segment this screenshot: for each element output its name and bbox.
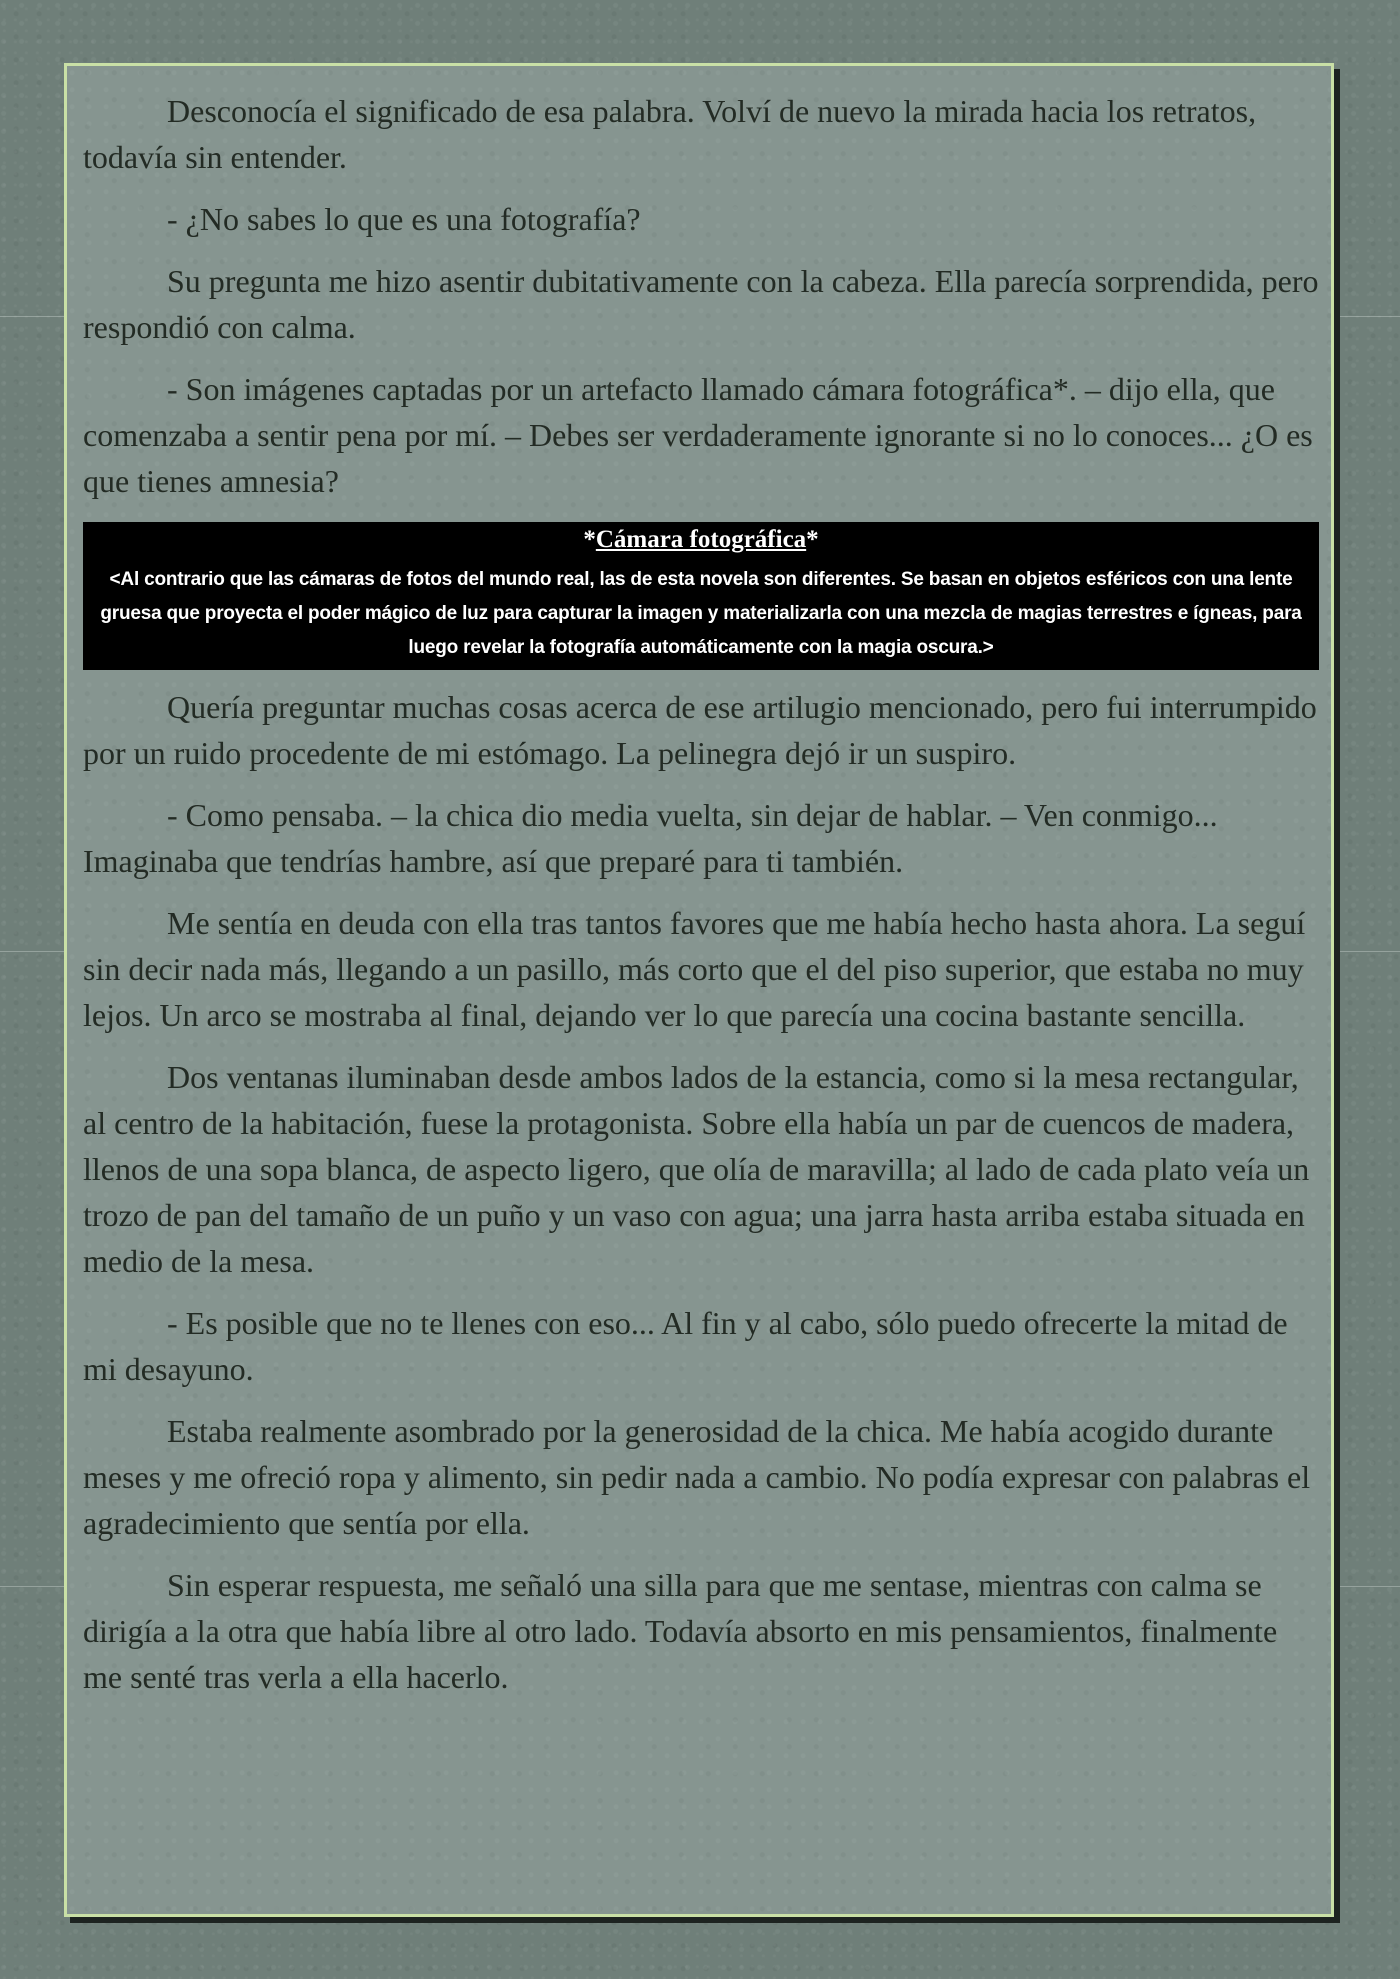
dialogue-line: - Son imágenes captadas por un artefacto llamado cámara fotográfica*. – dijo ella, que comenzaba a sentir pena por mí. – Debes ser verdaderamente ignorante si no lo conoces... ¿O es que tienes amnesia? <box>83 371 1313 499</box>
paragraph: Su pregunta me hizo asentir dubitativamente con la cabeza. Ella parecía sorprendida, pero respondió con calma. <box>83 263 1319 345</box>
dialogue-line: - ¿No sabes lo que es una fotografía? <box>167 201 641 237</box>
footnote-title-text: Cámara fotográfica <box>595 526 807 553</box>
dialogue-line: - Como pensaba. – la chica dio media vuelta, sin dejar de hablar. – Ven conmigo... Imaginaba que tendrías hambre, así que preparé para ti también. <box>83 797 1218 879</box>
footnote-asterisk: * <box>806 526 819 553</box>
paragraph: Quería preguntar muchas cosas acerca de ese artilugio mencionado, pero fui interrumpido por un ruido procedente de mi estómago. La pelinegra dejó ir un suspiro. <box>83 689 1317 771</box>
document-text <box>83 88 1319 1716</box>
paragraph: Sin esperar respuesta, me señaló una silla para que me sentase, mientras con calma se dirigía a la otra que había libre al otro lado. Todavía absorto en mis pensamientos, finalmente me senté tras verla a ella hacerlo. <box>83 1567 1278 1695</box>
footnote-box <box>83 522 1319 670</box>
paragraph: Estaba realmente asombrado por la generosidad de la chica. Me había acogido durante meses y me ofreció ropa y alimento, sin pedir nada a cambio. No podía expresar con palabras el agradecimiento que sentía por ella. <box>83 1413 1311 1541</box>
dialogue-line: - Es posible que no te llenes con eso... Al fin y al cabo, sólo puedo ofrecerte la mitad de mi desayuno. <box>83 1305 1288 1387</box>
footnote-asterisk: * <box>583 526 596 553</box>
paragraph: Desconocía el significado de esa palabra. Volví de nuevo la mirada hacia los retratos, todavía sin entender. <box>83 93 1257 175</box>
paragraph: Dos ventanas iluminaban desde ambos lados de la estancia, como si la mesa rectangular, al centro de la habitación, fuese la protagonista. Sobre ella había un par de cuencos de madera, llenos de una sopa blanca, de aspecto ligero, que olía de maravilla; al lado de cada plato veía un trozo de pan del tamaño de un puño y un vaso con agua; una jarra hasta arriba estaba situada en medio de la mesa. <box>83 1059 1310 1279</box>
document-page <box>64 63 1334 1917</box>
footnote-title <box>93 524 1309 555</box>
footnote-body: <Al contrario que las cámaras de fotos del mundo real, las de esta novela son diferentes. Se basan en objetos esféricos con una lente gruesa que proyecta el poder mágico de luz para capturar la imagen y materializarla con una mezcla de magias terrestres e ígneas, para luego revelar la fotografía automáticamente con la magia oscura.> <box>100 569 1302 658</box>
paragraph: Me sentía en deuda con ella tras tantos favores que me había hecho hasta ahora. La seguí sin decir nada más, llegando a un pasillo, más corto que el del piso superior, que estaba no muy lejos. Un arco se mostraba al final, dejando ver lo que parecía una cocina bastante sencilla. <box>83 905 1306 1033</box>
